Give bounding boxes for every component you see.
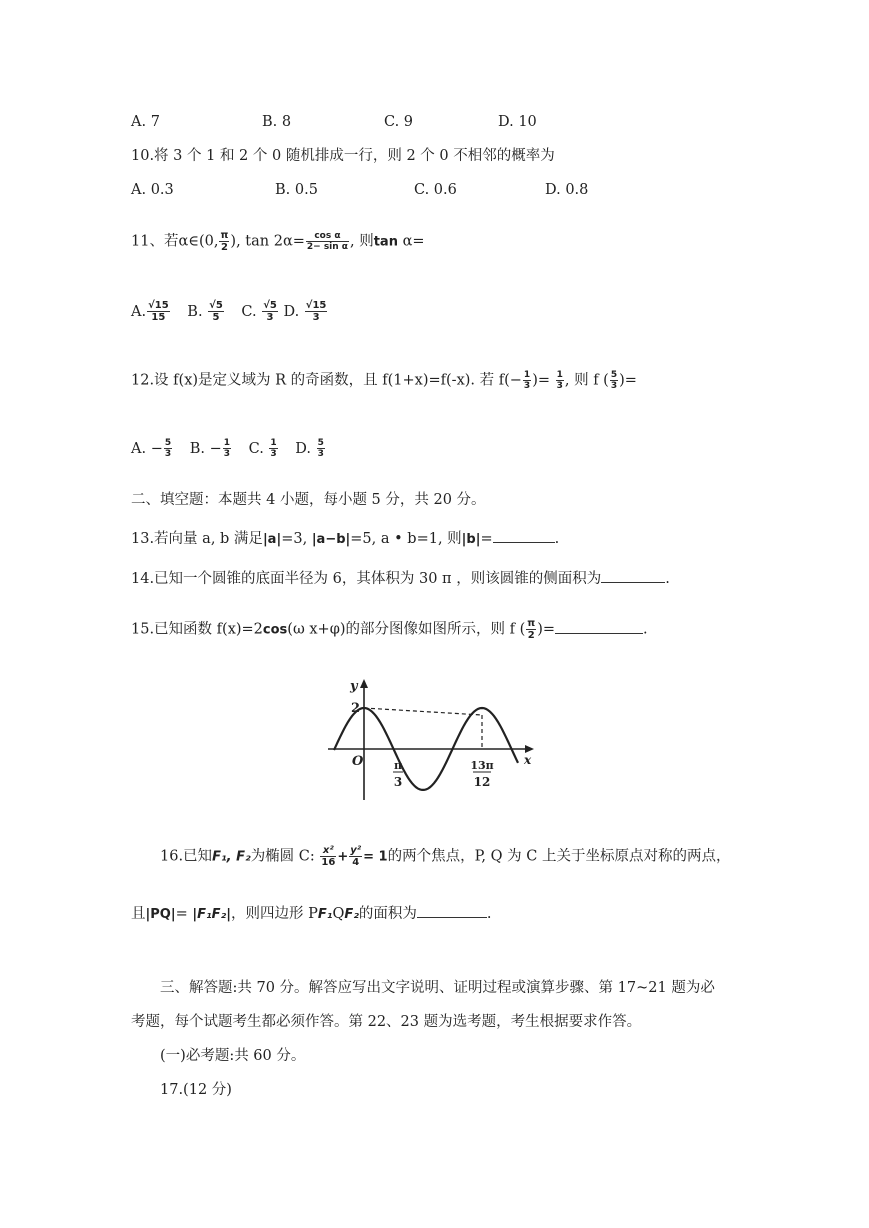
x-axis-arrow	[525, 745, 534, 753]
x-axis-label: x	[524, 753, 532, 767]
q12-option-c: C. $\frac{1}{3}$	[248, 438, 277, 459]
q11-option-c: C. $\frac{√5}{3}$	[241, 300, 277, 323]
q11-stem: 11、若α∈(0, $\frac{\pi}{2}$ ), tan 2α= $\frac{\text{cos α}}{\text{2− sin α}}$ , 则tan α=	[131, 230, 425, 253]
q10-option-b: B. 0.5	[275, 182, 318, 198]
y-axis-label: y	[350, 679, 358, 694]
q10-option-a: A. 0.3	[131, 182, 174, 198]
q10-option-d: D. 0.8	[545, 182, 589, 198]
q11-options	[131, 300, 328, 323]
q12-option-a: A. − $\frac{5}{3}$	[131, 438, 172, 459]
section-3-line1: 三、解答题:共 70 分。解答应写出文字说明、证明过程或演算步骤、第 17~21 题为必	[160, 980, 715, 996]
tick1-numerator: π	[393, 759, 403, 772]
y-axis-arrow	[360, 679, 368, 688]
cosine-graph	[320, 672, 540, 812]
q10-stem: 10.将 3 个 1 和 2 个 0 随机排成一行，则 2 个 0 不相邻的概率为	[131, 148, 555, 164]
q9-option-c: C. 9	[384, 114, 414, 130]
tick2-numerator: 13π	[470, 759, 494, 772]
q9-option-a: A. 7	[131, 114, 160, 130]
q13: 13.若向量 a, b 满足|a|=3, |a−b|=5, a • b=1, 则|b|= .	[131, 528, 559, 550]
q9-option-d: D. 10	[498, 114, 537, 130]
tick1-denominator: 3	[393, 775, 403, 789]
q12-option-b: B. − $\frac{1}{3}$	[189, 438, 231, 459]
section-2-heading: 二、填空题：本题共 4 小题，每小题 5 分，共 20 分。	[131, 492, 486, 508]
q14-answer-blank	[601, 568, 665, 583]
origin-label: O	[352, 754, 364, 769]
q11-option-d: D. $\frac{√15}{3}$	[283, 300, 327, 323]
q12-stem: 12.设 f(x)是定义域为 R 的奇函数，且 f(1+x)=f(-x). 若 f(− $\frac{1}{3}$ )= $\frac{1}{3}$ , 则 f ( $\frac{5}{3}$ )=	[131, 370, 637, 391]
q10-option-c: C. 0.6	[414, 182, 457, 198]
q12-options	[131, 438, 326, 459]
q11-option-a: A. $\frac{√15}{15}$	[131, 300, 169, 323]
tick2-denominator: 12	[473, 775, 491, 789]
q14: 14.已知一个圆锥的底面半径为 6，其体积为 30 π ，则该圆锥的侧面积为 .	[131, 568, 670, 589]
q15-answer-blank	[555, 619, 643, 634]
section-3-subheading: (一)必考题:共 60 分。	[160, 1048, 306, 1064]
q16-line1: 16.已知F₁, F₂为椭圆 C: $\frac{\text{x²}}{16}$ + $\frac{\text{y²}}{4}$ = 1的两个焦点，P, Q 为 C 上关于坐标原点对称的两点，	[160, 845, 731, 868]
q12-option-d: D. $\frac{5}{3}$	[295, 438, 324, 459]
q16-answer-blank	[417, 903, 487, 918]
q16-line2: 且|PQ|= |F₁F₂|，则四边形 PF₁QF₂的面积为 .	[131, 903, 492, 925]
dashed-peak-line	[364, 708, 482, 715]
max-value-label: 2	[351, 701, 361, 716]
q13-answer-blank	[493, 528, 555, 543]
q9-option-b: B. 8	[262, 114, 292, 130]
q15: 15.已知函数 f(x)=2cos(ω x+φ)的部分图像如图所示，则 f ( $\frac{\pi}{2}$ )= .	[131, 618, 648, 641]
section-3-line2: 考题，每个试题考生都必须作答。第 22、23 题为选考题，考生根据要求作答。	[131, 1014, 642, 1030]
q11-option-b: B. $\frac{√5}{5}$	[187, 300, 223, 323]
q17-heading: 17.(12 分)	[160, 1082, 232, 1098]
